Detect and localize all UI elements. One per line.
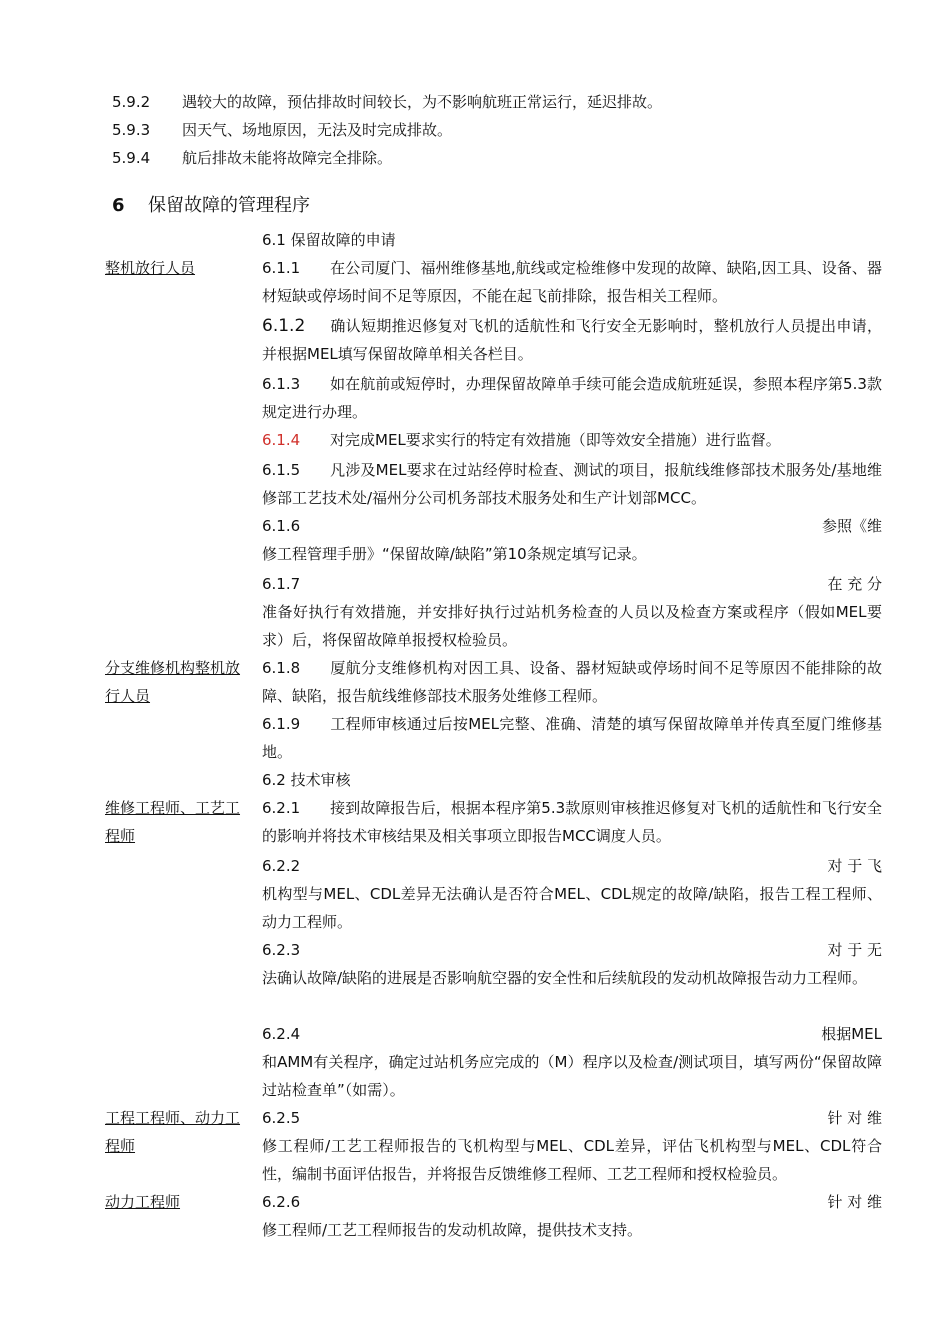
paragraph-6-1-9 bbox=[262, 710, 882, 766]
paragraph-number: 6.1.6 bbox=[262, 517, 301, 535]
paragraph-6-1-8 bbox=[262, 654, 882, 710]
paragraph-text: 修工程管理手册》“保留故障/缺陷”第10条规定填写记录。 bbox=[262, 545, 647, 563]
paragraph-6-1-4 bbox=[262, 426, 882, 454]
role-powerplant-engineer: 动力工程师 bbox=[105, 1193, 181, 1211]
paragraph-head: 针 对 维 bbox=[827, 1109, 882, 1127]
paragraph-number: 6.1.2 bbox=[262, 316, 306, 336]
item-5-9-3 bbox=[112, 120, 452, 140]
paragraph-number: 6.2.3 bbox=[262, 941, 301, 959]
section-title: 保留故障的管理程序 bbox=[148, 195, 310, 216]
paragraph-head: 根据MEL bbox=[821, 1025, 882, 1043]
item-number: 5.9.4 bbox=[112, 149, 151, 167]
paragraph-6-2-2 bbox=[262, 852, 882, 936]
paragraph-text: 修工程师/工艺工程师报告的发动机故障，提供技术支持。 bbox=[262, 1221, 643, 1239]
paragraph-number: 6.1.1 bbox=[262, 259, 301, 277]
paragraph-6-1-1 bbox=[262, 254, 882, 310]
item-5-9-2 bbox=[112, 92, 662, 112]
paragraph-6-2-5 bbox=[262, 1104, 882, 1188]
paragraph-head: 针 对 维 bbox=[827, 1193, 882, 1211]
item-number: 5.9.3 bbox=[112, 121, 151, 139]
item-text: 遇较大的故障，预估排故时间较长，为不影响航班正常运行，延迟排故。 bbox=[182, 93, 663, 111]
paragraph-text: 和AMM有关程序，确定过站机务应完成的（M）程序以及检查/测试项目，填写两份“保留故障过站检查单”（如需）。 bbox=[262, 1053, 882, 1099]
paragraph-text: 接到故障报告后，根据本程序第5.3款原则审核推迟修复对飞机的适航性和飞行安全的影响并将技术审核结果及相关事项立即报告MCC调度人员。 bbox=[262, 799, 882, 845]
paragraph-number: 6.2.1 bbox=[262, 799, 301, 817]
paragraph-6-2-4 bbox=[262, 1020, 882, 1104]
item-text: 因天气、场地原因，无法及时完成排故。 bbox=[182, 121, 453, 139]
paragraph-6-1-5 bbox=[262, 456, 882, 512]
role-maintenance-engineer: 维修工程师、工艺工程师 bbox=[105, 799, 241, 845]
paragraph-number: 6.2.6 bbox=[262, 1193, 301, 1211]
paragraph-text: 对完成MEL要求实行的特定有效措施（即等效安全措施）进行监督。 bbox=[330, 431, 781, 449]
paragraph-number: 6.1.8 bbox=[262, 659, 301, 677]
paragraph-text: 确认短期推迟修复对飞机的适航性和飞行安全无影响时，整机放行人员提出申请，并根据MEL填写保留故障单相关各栏目。 bbox=[262, 317, 882, 363]
paragraph-number: 6.2.5 bbox=[262, 1109, 301, 1127]
paragraph-6-1-7 bbox=[262, 570, 882, 654]
paragraph-number: 6.1.7 bbox=[262, 575, 301, 593]
paragraph-text: 机构型与MEL、CDL差异无法确认是否符合MEL、CDL规定的故障/缺陷，报告工程工程师、动力工程师。 bbox=[262, 885, 882, 931]
section-number: 6 bbox=[112, 195, 125, 216]
paragraph-6-1-6 bbox=[262, 512, 882, 568]
paragraph-6-2-3 bbox=[262, 936, 882, 992]
role-branch-release-staff: 分支维修机构整机放行人员 bbox=[105, 659, 241, 705]
section-6-heading bbox=[112, 194, 310, 218]
item-number: 5.9.2 bbox=[112, 93, 151, 111]
paragraph-number: 6.1.4 bbox=[262, 431, 301, 449]
paragraph-text: 工程师审核通过后按MEL完整、准确、清楚的填写保留故障单并传真至厦门维修基地。 bbox=[262, 715, 882, 761]
paragraph-6-1-3 bbox=[262, 370, 882, 426]
item-text: 航后排故未能将故障完全排除。 bbox=[182, 149, 393, 167]
paragraph-6-2-1 bbox=[262, 794, 882, 850]
paragraph-number: 6.1.5 bbox=[262, 461, 301, 479]
paragraph-head: 对 于 无 bbox=[827, 941, 882, 959]
paragraph-number: 6.2.4 bbox=[262, 1025, 301, 1043]
subsection-6-1: 6.1 保留故障的申请 bbox=[262, 231, 396, 249]
paragraph-text: 修工程师/工艺工程师报告的飞机构型与MEL、CDL差异，评估飞机构型与MEL、CDL符合性，编制书面评估报告，并将报告反馈维修工程师、工艺工程师和授权检验员。 bbox=[262, 1137, 882, 1183]
paragraph-head: 参照《维 bbox=[821, 517, 882, 535]
paragraph-head: 对 于 飞 bbox=[827, 857, 882, 875]
paragraph-text: 厦航分支维修机构对因工具、设备、器材短缺或停场时间不足等原因不能排除的故障、缺陷，报告航线维修部技术服务处维修工程师。 bbox=[262, 659, 882, 705]
paragraph-6-1-2 bbox=[262, 312, 882, 368]
paragraph-text: 法确认故障/缺陷的进展是否影响航空器的安全性和后续航段的发动机故障报告动力工程师。 bbox=[262, 969, 868, 987]
paragraph-number: 6.1.3 bbox=[262, 375, 301, 393]
paragraph-text: 如在航前或短停时，办理保留故障单手续可能会造成航班延误，参照本程序第5.3款规定进行办理。 bbox=[262, 375, 882, 421]
paragraph-head: 在 充 分 bbox=[827, 575, 882, 593]
role-release-staff: 整机放行人员 bbox=[105, 259, 196, 277]
paragraph-number: 6.1.9 bbox=[262, 715, 301, 733]
paragraph-text: 在公司厦门、福州维修基地,航线或定检维修中发现的故障、缺陷,因工具、设备、器材短缺或停场时间不足等原因，不能在起飞前排除，报告相关工程师。 bbox=[262, 259, 882, 305]
role-engineering-engineer: 工程工程师、动力工程师 bbox=[105, 1109, 241, 1155]
paragraph-number: 6.2.2 bbox=[262, 857, 301, 875]
paragraph-text: 准备好执行有效措施，并安排好执行过站机务检查的人员以及检查方案或程序（假如MEL要求）后，将保留故障单报授权检验员。 bbox=[262, 603, 882, 649]
paragraph-text: 凡涉及MEL要求在过站经停时检查、测试的项目，报航线维修部技术服务处/基地维修部工艺技术处/福州分公司机务部技术服务处和生产计划部MCC。 bbox=[262, 461, 882, 507]
subsection-6-2: 6.2 技术审核 bbox=[262, 771, 351, 789]
paragraph-6-2-6 bbox=[262, 1188, 882, 1244]
item-5-9-4 bbox=[112, 148, 392, 168]
